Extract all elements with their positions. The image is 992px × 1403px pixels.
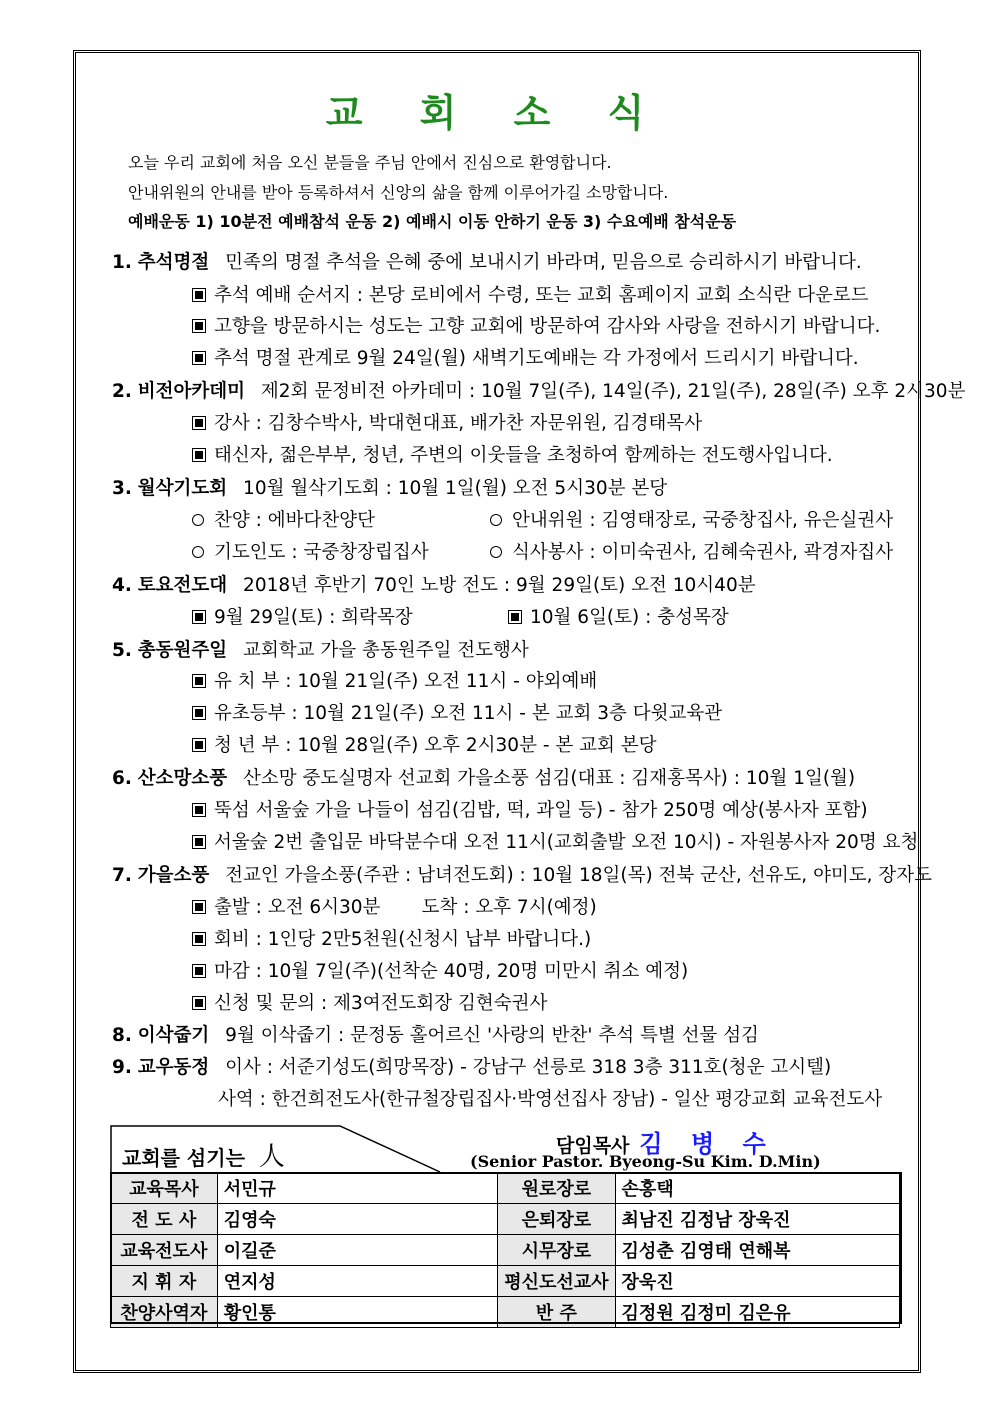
section-text: 전교인 가을소풍(주관 : 남녀전도회) : 10월 18일(목) 전북 군산, 선유도, 야미도, 장자도 xyxy=(225,865,933,886)
list-item: 서울숲 2번 출입문 바닥분수대 오전 11시(교회출발 오전 10시) - 자원봉사자 20명 요청 xyxy=(192,828,918,854)
section-2 xyxy=(112,377,965,403)
staff-role: 반 주 xyxy=(498,1297,615,1328)
square-bullet-icon xyxy=(192,319,206,333)
section-7 xyxy=(112,861,932,887)
pastor-name: 김 병 수 xyxy=(639,1130,776,1158)
square-bullet-icon xyxy=(192,674,206,688)
section-text: 교회학교 가을 총동원주일 전도행사 xyxy=(243,640,529,661)
section-number: 2. xyxy=(112,381,132,402)
list-item: 추석 예배 순서지 : 본당 로비에서 수령, 또는 교회 홈페이지 교회 소식란 다운로드 xyxy=(192,281,869,307)
circle-bullet-icon xyxy=(490,546,502,558)
square-bullet-icon xyxy=(192,932,206,946)
list-item: 찬양 : 에바다찬양단 xyxy=(192,506,375,532)
staff-role: 평신도선교사 xyxy=(498,1266,615,1297)
list-item: 식사봉사 : 이미숙권사, 김혜숙권사, 곽경자집사 xyxy=(490,538,893,564)
section-3 xyxy=(112,474,667,500)
square-bullet-icon xyxy=(192,351,206,365)
section-text: 이사 : 서준기성도(희망목장) - 강남구 선릉로 318 3층 311호(청운 고시텔) xyxy=(225,1057,832,1078)
staff-role: 교육목사 xyxy=(111,1173,218,1204)
section-text: 2018년 후반기 70인 노방 전도 : 9월 29일(토) 오전 10시40분 xyxy=(243,575,756,596)
square-bullet-icon xyxy=(192,610,206,624)
list-item: 10월 6일(토) : 충성목장 xyxy=(508,603,729,629)
intro-line-2: 안내위원의 안내를 받아 등록하셔서 신앙의 삶을 함께 이루어가길 소망합니다. xyxy=(128,183,669,202)
section-8 xyxy=(112,1021,759,1047)
staff-name: 김성춘 김영태 연해복 xyxy=(615,1235,899,1266)
list-item: 뚝섬 서울숲 가을 나들이 섬김(김밥, 떡, 과일 등) - 참가 250명 예상(봉사자 포함) xyxy=(192,796,868,822)
section-number: 9. xyxy=(112,1057,132,1078)
list-item: 신청 및 문의 : 제3여전도회장 김현숙권사 xyxy=(192,989,547,1015)
list-item: 기도인도 : 국중창장립집사 xyxy=(192,538,429,564)
section-number: 6. xyxy=(112,768,132,789)
section-heading: 총동원주일 xyxy=(137,640,228,661)
list-item: 청 년 부 : 10월 28일(주) 오후 2시30분 - 본 교회 본당 xyxy=(192,731,657,757)
table-row xyxy=(111,1297,900,1328)
section-heading: 추석명절 xyxy=(137,252,210,273)
staff-name: 연지성 xyxy=(217,1266,497,1297)
staff-name: 황인통 xyxy=(217,1297,497,1328)
staff-role: 시무장로 xyxy=(498,1235,615,1266)
section-9 xyxy=(112,1053,831,1079)
staff-role: 원로장로 xyxy=(498,1173,615,1204)
list-item: 9월 29일(토) : 희락목장 xyxy=(192,603,413,629)
section-number: 3. xyxy=(112,478,132,499)
square-bullet-icon xyxy=(508,610,522,624)
staff-tab-label: 교회를 섬기는 人 xyxy=(122,1142,285,1172)
section-number: 5. xyxy=(112,640,132,661)
section-heading: 이삭줍기 xyxy=(137,1025,210,1046)
staff-role: 지 휘 자 xyxy=(111,1266,218,1297)
section-1 xyxy=(112,248,862,274)
section-text: 10월 월삭기도회 : 10월 1일(월) 오전 5시30분 본당 xyxy=(243,478,668,499)
list-item: 태신자, 젊은부부, 청년, 주변의 이웃들을 초청하여 함께하는 전도행사입니다. xyxy=(192,441,833,467)
section-number: 8. xyxy=(112,1025,132,1046)
staff-name: 손홍택 xyxy=(615,1173,899,1204)
staff-name: 최남진 김정남 장욱진 xyxy=(615,1204,899,1235)
list-item: 강사 : 김창수박사, 박대현대표, 배가찬 자문위원, 김경태목사 xyxy=(192,409,702,435)
section-number: 7. xyxy=(112,865,132,886)
section-number: 1. xyxy=(112,252,132,273)
square-bullet-icon xyxy=(192,706,206,720)
section-6 xyxy=(112,764,855,790)
staff-name: 김정원 김정미 김은유 xyxy=(615,1297,899,1328)
pastor-english-name: (Senior Pastor. Byeong-Su Kim. D.Min) xyxy=(470,1152,821,1171)
table-row xyxy=(111,1235,900,1266)
section-text: 산소망 중도실명자 선교회 가을소풍 섬김(대표 : 김재홍목사) : 10월 1일(월) xyxy=(243,768,856,789)
list-item: 추석 명절 관계로 9월 24일(월) 새벽기도예배는 각 가정에서 드리시기 바랍니다. xyxy=(192,344,859,370)
list-item: 고향을 방문하시는 성도는 고향 교회에 방문하여 감사와 사랑을 전하시기 바랍니다. xyxy=(192,312,880,338)
square-bullet-icon xyxy=(192,416,206,430)
square-bullet-icon xyxy=(192,738,206,752)
intro-line-1: 오늘 우리 교회에 처음 오신 분들을 주님 안에서 진심으로 환영합니다. xyxy=(128,153,612,172)
list-item: 유초등부 : 10월 21일(주) 오전 11시 - 본 교회 3층 다윗교육관 xyxy=(192,699,722,725)
square-bullet-icon xyxy=(192,448,206,462)
staff-role: 은퇴장로 xyxy=(498,1204,615,1235)
section-heading: 비전아카데미 xyxy=(137,381,246,402)
staff-name: 이길준 xyxy=(217,1235,497,1266)
staff-role: 전 도 사 xyxy=(111,1204,218,1235)
staff-name: 장욱진 xyxy=(615,1266,899,1297)
square-bullet-icon xyxy=(192,288,206,302)
square-bullet-icon xyxy=(192,964,206,978)
page-title: 교 회 소 식 xyxy=(325,91,667,135)
circle-bullet-icon xyxy=(192,514,204,526)
section-heading: 가을소풍 xyxy=(137,865,210,886)
section-text: 9월 이삭줍기 : 문정동 홀어르신 '사랑의 반찬' 추석 특별 선물 섬김 xyxy=(225,1025,759,1046)
staff-name: 김영숙 xyxy=(217,1204,497,1235)
section-heading: 교우동정 xyxy=(137,1057,210,1078)
staff-role: 교육전도사 xyxy=(111,1235,218,1266)
section-text: 민족의 명절 추석을 은혜 중에 보내시기 바라며, 믿음으로 승리하시기 바랍니다. xyxy=(225,252,862,273)
section-text: 제2회 문정비전 아카데미 : 10월 7일(주), 14일(주), 21일(주), 28일(주) 오후 2시30분 xyxy=(260,381,966,402)
square-bullet-icon xyxy=(192,803,206,817)
list-item: 출발 : 오전 6시30분 도착 : 오후 7시(예정) xyxy=(192,893,597,919)
section-heading: 토요전도대 xyxy=(137,575,228,596)
section-4 xyxy=(112,571,756,597)
staff-role: 찬양사역자 xyxy=(111,1297,218,1328)
staff-name: 서민규 xyxy=(217,1173,497,1204)
section-heading: 월삭기도회 xyxy=(137,478,228,499)
table-row xyxy=(111,1204,900,1235)
list-item: 마감 : 10월 7일(주)(선착순 40명, 20명 미만시 취소 예정) xyxy=(192,957,688,983)
table-row xyxy=(111,1173,900,1204)
list-item: 안내위원 : 김영태장로, 국중창집사, 유은실권사 xyxy=(490,506,893,532)
section-number: 4. xyxy=(112,575,132,596)
intro-line-3: 예배운동 1) 10분전 예배참석 운동 2) 예배시 이동 안하기 운동 3) 수요예배 참석운동 xyxy=(128,212,737,231)
square-bullet-icon xyxy=(192,835,206,849)
square-bullet-icon xyxy=(192,996,206,1010)
square-bullet-icon xyxy=(192,900,206,914)
section-heading: 산소망소풍 xyxy=(137,768,228,789)
list-item: 유 치 부 : 10월 21일(주) 오전 11시 - 야외예배 xyxy=(192,667,597,693)
list-item: 회비 : 1인당 2만5천원(신청시 납부 바랍니다.) xyxy=(192,925,591,951)
staff-table xyxy=(110,1172,900,1328)
circle-bullet-icon xyxy=(490,514,502,526)
pastor-title: 담임목사 xyxy=(556,1135,630,1157)
section-9-continued: 사역 : 한건희전도사(한규철장립집사·박영선집사 장남) - 일산 평강교회 교육전도사 xyxy=(218,1089,883,1110)
section-5 xyxy=(112,636,529,662)
table-row xyxy=(111,1266,900,1297)
circle-bullet-icon xyxy=(192,546,204,558)
